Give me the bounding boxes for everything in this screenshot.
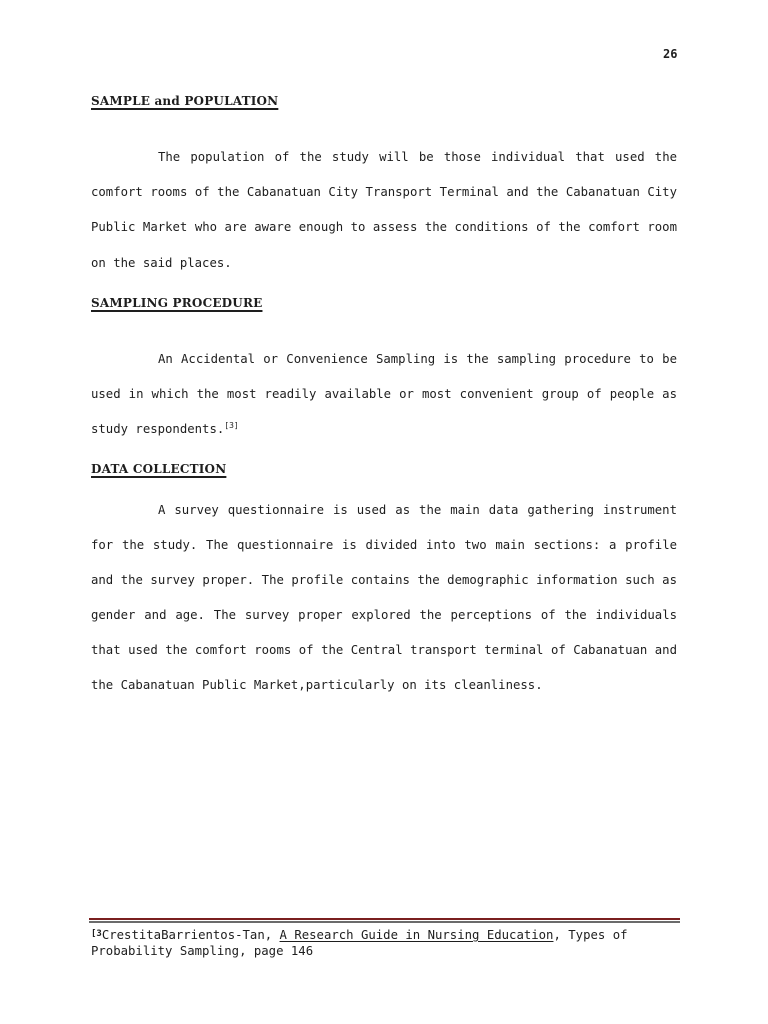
paragraph-sample-population: The population of the study will be those individual that used the comfort rooms of the Cabanatuan City Transport Terminal and the Cabanatuan City Public Market who are aware enough to assess the conditions of the comfort room on the said places. — [91, 150, 677, 270]
paragraph-data-collection: A survey questionnaire is used as the main data gathering instrument for the study. The questionnaire is divided into two main sections: a profile and the survey proper. The profile contains the demographic information such as gender and age. The survey proper explored the perceptions of the individuals that used the comfort rooms of the Central transport terminal of Cabanatuan and the Cabanatuan Public Market,particularly on its cleanliness. — [91, 503, 677, 693]
citation-marker[interactable]: [3] — [224, 421, 239, 431]
footnote-marker: [3 — [91, 929, 102, 939]
heading-sample-population: SAMPLE and POPULATION — [91, 94, 279, 108]
heading-data-collection: DATA COLLECTION — [91, 462, 227, 476]
footnote — [91, 927, 681, 959]
heading-sampling-procedure: SAMPLING PROCEDURE — [91, 296, 263, 310]
page-number: 26 — [663, 47, 678, 61]
footnote-divider-top — [89, 918, 680, 920]
footnote-divider — [89, 918, 680, 923]
paragraph-sampling-procedure — [91, 342, 677, 448]
footnote-rest: , Types of Probability Sampling, page 146 — [91, 928, 628, 958]
footnote-book-title: A Research Guide in Nursing Education — [279, 928, 554, 942]
paragraph-sampling-procedure-text: An Accidental or Convenience Sampling is the sampling procedure to be used in which the most readily available or most convenient group of people as study respondents. — [91, 352, 677, 437]
footnote-author: CrestitaBarrientos-Tan, — [101, 928, 280, 942]
footnote-divider-bottom — [89, 921, 680, 923]
